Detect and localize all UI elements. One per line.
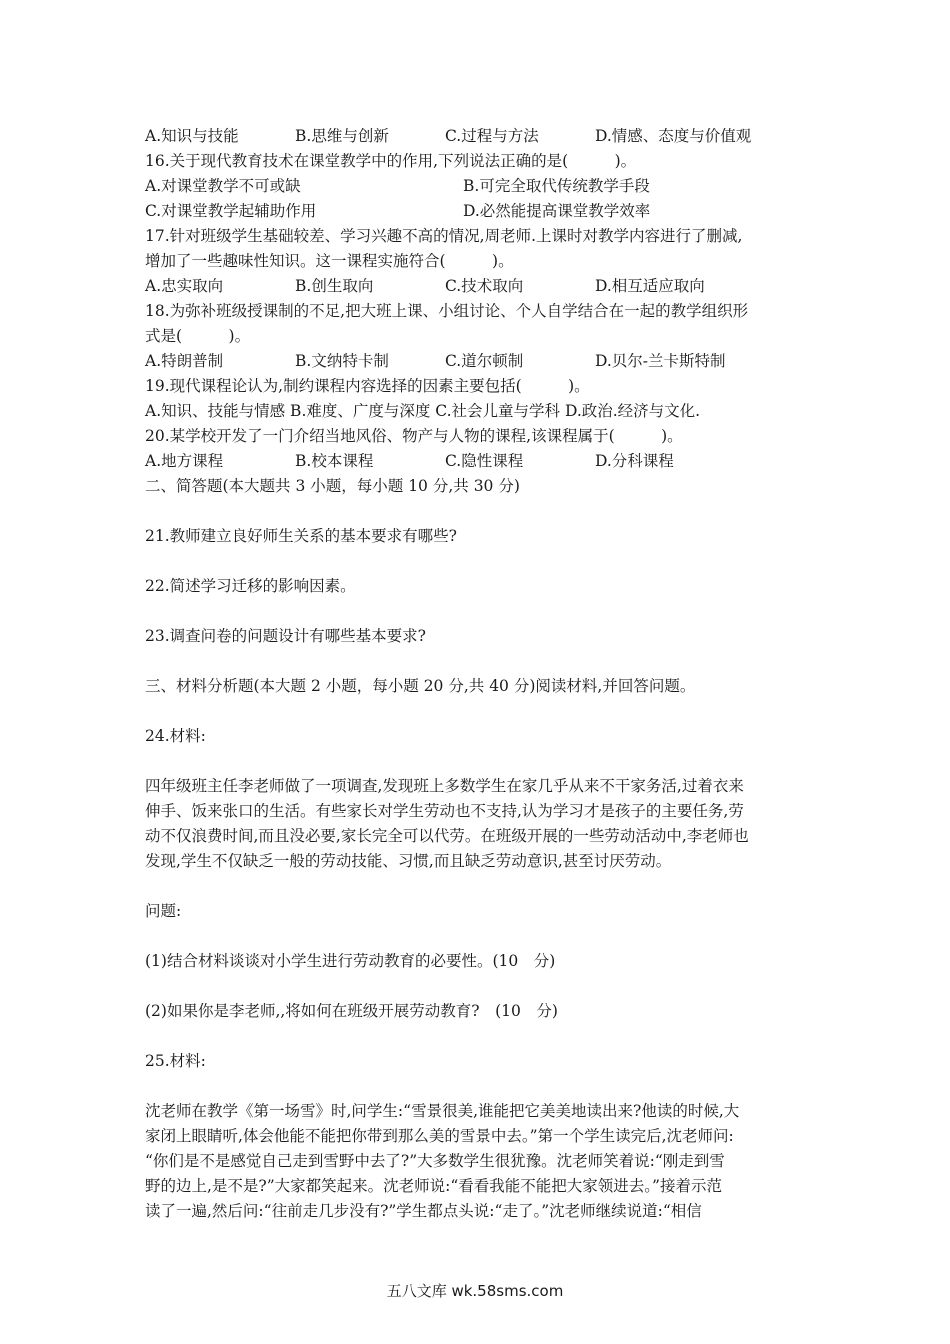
option-d: D.情感、态度与价值观 <box>595 127 752 145</box>
option-c: C.技术取向 <box>445 277 524 295</box>
q24-questions-label: 问题: <box>145 902 182 920</box>
material-line: 沈老师在教学《第一场雪》时,问学生:“雪景很美,谁能把它美美地读出来?他读的时候,大 <box>145 1102 740 1120</box>
q19-stem: 19.现代课程论认为,制约课程内容选择的因素主要包括( )。 <box>145 377 590 395</box>
material-line: 野的边上,是不是?”大家都笑起来。沈老师说:“看看我能不能把大家领进去。”接着示范 <box>145 1177 722 1195</box>
footer-watermark: 五八文库 wk.58sms.com <box>386 1282 564 1300</box>
option-a: A.地方课程 <box>145 452 224 470</box>
q17-stem-line2: 增加了一些趣味性知识。这一课程实施符合( )。 <box>145 252 514 270</box>
q24-sub1: (1)结合材料谈谈对小学生进行劳动教育的必要性。(10 分) <box>145 952 556 970</box>
option-b: B.创生取向 <box>295 277 374 295</box>
q21: 21.教师建立良好师生关系的基本要求有哪些? <box>145 527 457 545</box>
q16-options-row2 <box>145 199 813 224</box>
option-b: B.校本课程 <box>295 452 374 470</box>
q19-options: A.知识、技能与情感 B.难度、广度与深度 C.社会儿童与学科 D.政治.经济与文化. <box>145 402 701 420</box>
material-line: “你们是不是感觉自己走到雪野中去了?”大多数学生很犹豫。沈老师笑着说:“刚走到雪 <box>145 1152 725 1170</box>
option-c: C.隐性课程 <box>445 452 524 470</box>
q23: 23.调查问卷的问题设计有哪些基本要求? <box>145 627 426 645</box>
option-d: D.分科课程 <box>595 452 674 470</box>
q16-stem: 16.关于现代教育技术在课堂教学中的作用,下列说法正确的是( )。 <box>145 152 637 170</box>
option-c: C.过程与方法 <box>445 127 539 145</box>
q20-stem: 20.某学校开发了一门介绍当地风俗、物产与人物的课程,该课程属于( )。 <box>145 427 683 445</box>
q24-title: 24.材料: <box>145 727 206 745</box>
material-line: 读了一遍,然后问:“往前走几步没有?”学生都点头说:“走了。”沈老师继续说道:“相信 <box>145 1202 702 1220</box>
q18-options <box>145 349 813 374</box>
q25-title: 25.材料: <box>145 1052 206 1070</box>
q16-options-row1 <box>145 174 813 199</box>
q15-options <box>145 124 813 149</box>
q18-stem-line1: 18.为弥补班级授课制的不足,把大班上课、小组讨论、个人自学结合在一起的教学组织形 <box>145 302 749 320</box>
material-line: 伸手、饭来张口的生活。有些家长对学生劳动也不支持,认为学习才是孩子的主要任务,劳 <box>145 802 744 820</box>
q25-material <box>145 1099 813 1224</box>
option-d: D.必然能提高课堂教学效率 <box>463 202 651 220</box>
q17-options <box>145 274 813 299</box>
q18-stem-line2: 式是( )。 <box>145 327 251 345</box>
option-c: C.对课堂教学起辅助作用 <box>145 202 317 220</box>
q24-sub2: (2)如果你是李老师,,将如何在班级开展劳动教育? (10 分) <box>145 1002 558 1020</box>
q24-material <box>145 774 813 874</box>
q17-stem-line1: 17.针对班级学生基础较差、学习兴趣不高的情况,周老师.上课时对教学内容进行了删减, <box>145 227 743 245</box>
option-b: B.可完全取代传统教学手段 <box>463 177 650 195</box>
q20-options <box>145 449 813 474</box>
option-a: A.特朗普制 <box>145 352 224 370</box>
exam-page <box>145 124 813 1224</box>
option-b: B.文纳特卡制 <box>295 352 389 370</box>
section-2-heading: 二、简答题(本大题共 3 小题，每小题 10 分,共 30 分) <box>145 477 520 495</box>
option-b: B.思维与创新 <box>295 127 389 145</box>
material-line: 动不仅浪费时间,而且没必要,家长完全可以代劳。在班级开展的一些劳动活动中,李老师也 <box>145 827 749 845</box>
option-a: A.对课堂教学不可或缺 <box>145 177 301 195</box>
q22: 22.简述学习迁移的影响因素。 <box>145 577 356 595</box>
material-line: 四年级班主任李老师做了一项调查,发现班上多数学生在家几乎从来不干家务活,过着衣来 <box>145 777 744 795</box>
material-line: 发现,学生不仅缺乏一般的劳动技能、习惯,而且缺乏劳动意识,甚至讨厌劳动。 <box>145 852 672 870</box>
option-c: C.道尔顿制 <box>445 352 524 370</box>
option-d: D.相互适应取向 <box>595 277 705 295</box>
option-a: A.忠实取向 <box>145 277 224 295</box>
material-line: 家闭上眼睛听,体会他能不能把你带到那么美的雪景中去。”第一个学生读完后,沈老师问: <box>145 1127 734 1145</box>
section-3-heading: 三、材料分析题(本大题 2 小题，每小题 20 分,共 40 分)阅读材料,并回答问题。 <box>145 677 696 695</box>
option-a: A.知识与技能 <box>145 127 239 145</box>
option-d: D.贝尔-兰卡斯特制 <box>595 352 726 370</box>
